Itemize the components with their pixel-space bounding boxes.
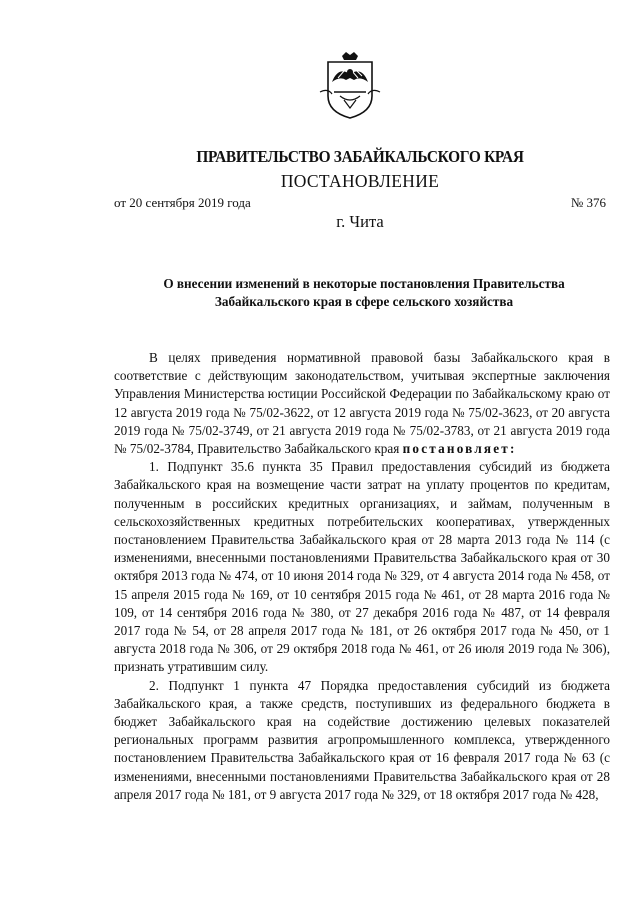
coat-of-arms-icon: [318, 52, 382, 120]
document-date: от 20 сентября 2019 года: [114, 195, 251, 210]
paragraph-item-2: 2. Подпункт 1 пункта 47 Порядка предоставления субсидий из бюджета Забайкальского края, а также средств, поступивших из федерального бюджета в бюджет Забайкальского края на содействие достижению целевых показателей региональных программ развития агропромышленного комплекса, утвержденного постановлением Правительства Забайкальского края от 16 февраля 2017 года № 63 (с изменениями, внесенными постановлениями Правительства Забайкальского края от 28 апреля 2017 года № 181, от 9 августа 2017 года № 329, от 18 октября 2017 года № 428,: [114, 677, 610, 802]
document-body: [114, 349, 610, 804]
document-city: г. Чита: [336, 212, 384, 231]
decree-word: постановляет:: [402, 441, 517, 457]
subject-line: Забайкальского края в сфере сельского хозяйства: [214, 294, 514, 309]
paragraph-intro: В целях приведения нормативной правовой базы Забайкальского края в соответствие с действующим законодательством, учитывая экспертные заключения Управления Министерства юстиции Российской Федерации по Забайкальскому краю от 12 августа 2019 года № 75/02-3622, от 12 августа 2019 года № 75/02-3623, от 20 августа 2019 года № 75/02-3749, от 21 августа 2019 года № 75/02-3783, от 21 августа 2019 года № 75/02-3784, Правительство Забайкальского края постановляет:: [114, 350, 610, 457]
document-subject: [130, 275, 598, 311]
document-type: ПОСТАНОВЛЕНИЕ: [280, 171, 440, 191]
document-number: № 376: [570, 195, 606, 210]
government-title: ПРАВИТЕЛЬСТВО ЗАБАЙКАЛЬСКОГО КРАЯ: [196, 147, 524, 166]
subject-line: О внесении изменений в некоторые постановления Правительства: [163, 276, 565, 291]
paragraph-item-1: 1. Подпункт 35.6 пункта 35 Правил предоставления субсидий из бюджета Забайкальского края на возмещение части затрат на уплату процентов по кредитам, полученным в российских кредитных организациях, и займам, полученным в сельскохозяйственных кредитных потребительских кооперативах, утвержденных постановлением Правительства Забайкальского края от 28 марта 2013 года № 114 (с изменениями, внесенными постановлениями Правительства Забайкальского края от 30 октября 2013 года № 474, от 10 июня 2014 года № 329, от 4 августа 2014 года № 458, от 15 апреля 2015 года № 169, от 10 сентября 2015 года № 461, от 28 марта 2016 года № 109, от 14 сентября 2016 года № 380, от 27 декабря 2016 года № 487, от 14 февраля 2017 года № 54, от 28 апреля 2017 года № 181, от 26 октября 2017 года № 450, от 1 августа 2018 года № 306, от 29 октября 2018 года № 461, от 26 июля 2019 года № 306), признать утратившим силу.: [114, 459, 610, 675]
